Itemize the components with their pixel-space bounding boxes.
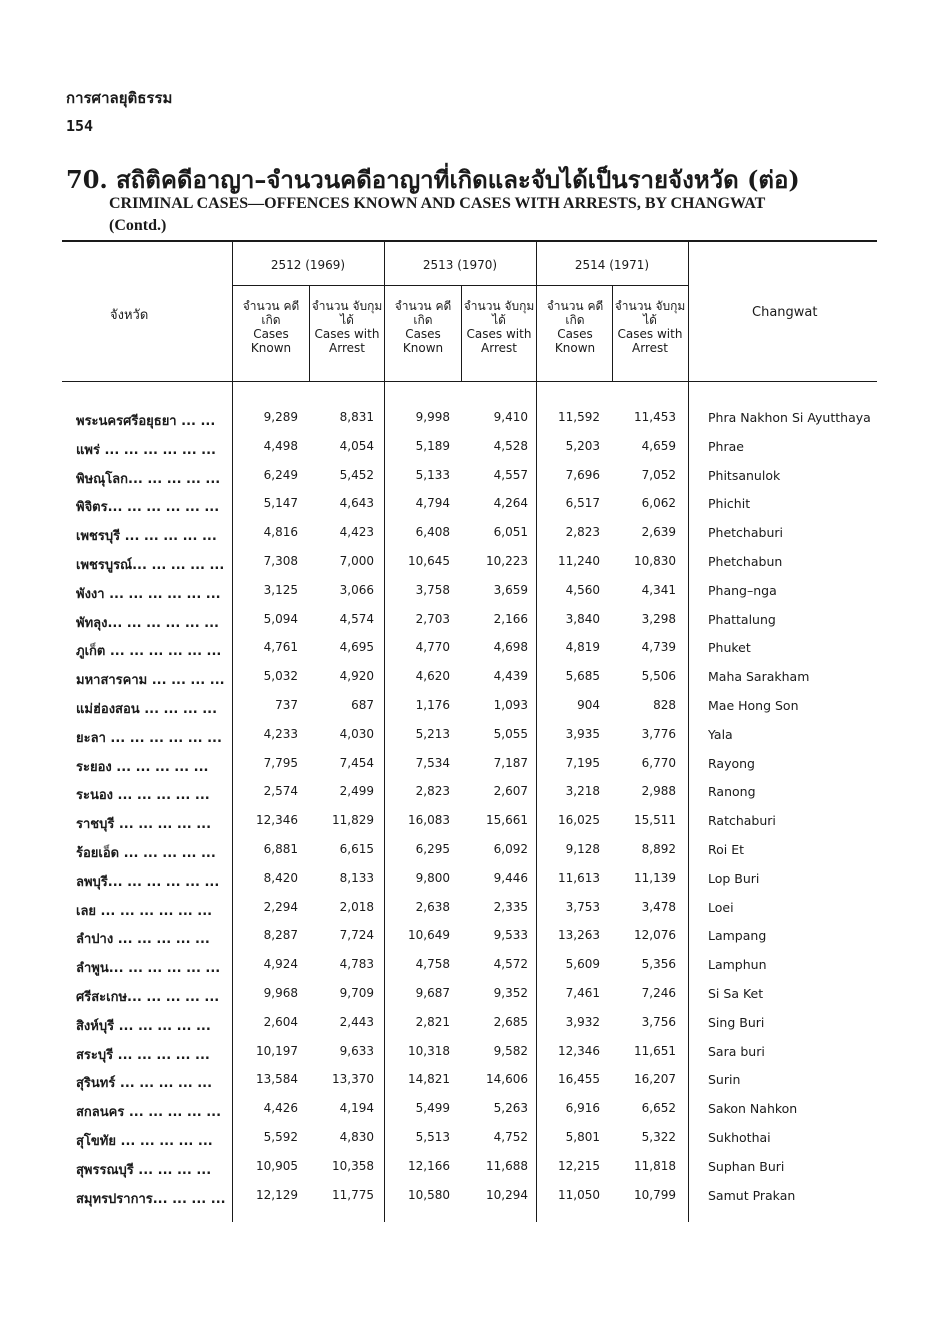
changwat-thai-cell: ระยอง ... ... ... ... ...	[76, 759, 209, 775]
col-head-arrest-en: Cases with Arrest	[314, 327, 380, 355]
col-head-known	[538, 299, 612, 355]
value-cell: 4,423	[339, 525, 374, 540]
value-cell: 7,000	[339, 553, 374, 568]
changwat-english-cell: Phitsanulok	[708, 467, 781, 483]
value-cell: 4,341	[641, 582, 676, 597]
value-cell: 4,698	[493, 640, 528, 655]
table-row	[0, 836, 940, 865]
table-row	[0, 1153, 940, 1182]
table-row	[0, 894, 940, 923]
value-cell: 5,801	[565, 1129, 600, 1144]
value-cell: 8,420	[263, 870, 298, 885]
value-cell: 5,506	[641, 669, 676, 684]
value-cell: 11,240	[558, 553, 600, 568]
col-head-arrest	[310, 299, 384, 355]
value-cell: 4,924	[263, 957, 298, 972]
value-cell: 6,517	[565, 496, 600, 511]
value-cell: 4,560	[565, 582, 600, 597]
value-cell: 904	[577, 697, 600, 712]
col-head-known-thai: จำนวน คดีเกิด	[546, 299, 604, 327]
col-head-known	[234, 299, 308, 355]
changwat-thai-heading: จังหวัด	[110, 308, 149, 323]
value-cell: 4,264	[493, 496, 528, 511]
value-cell: 10,358	[332, 1158, 374, 1173]
value-cell: 9,128	[565, 841, 600, 856]
table-title-english	[109, 193, 765, 237]
value-cell: 12,129	[256, 1187, 298, 1202]
value-cell: 2,443	[339, 1014, 374, 1029]
value-cell: 3,776	[641, 726, 676, 741]
value-cell: 3,756	[641, 1014, 676, 1029]
value-cell: 8,892	[641, 841, 676, 856]
value-cell: 11,453	[634, 410, 676, 424]
changwat-english-cell: Yala	[708, 726, 733, 742]
table-row	[0, 577, 940, 606]
value-cell: 9,998	[415, 410, 450, 424]
table-row	[0, 750, 940, 779]
book-title: การศาลยุติธรรม	[66, 89, 173, 107]
value-cell: 5,609	[565, 957, 600, 972]
title-english-line1: CRIMINAL CASES—OFFENCES KNOWN AND CASES WITH ARRESTS, BY CHANGWAT	[109, 195, 766, 212]
value-cell: 3,753	[565, 899, 600, 914]
value-cell: 7,795	[263, 755, 298, 770]
value-cell: 4,574	[339, 611, 374, 626]
table-row	[0, 1182, 940, 1211]
value-cell: 4,439	[493, 669, 528, 684]
table-row	[0, 1038, 940, 1067]
table-row	[0, 1095, 940, 1124]
changwat-thai-cell: เพชรบุรี ... ... ... ... ...	[76, 529, 217, 545]
changwat-thai-cell: สุพรรณบุรี ... ... ... ...	[76, 1162, 212, 1178]
value-cell: 14,821	[408, 1072, 450, 1087]
value-cell: 7,187	[493, 755, 528, 770]
col-head-known-en: Cases Known	[554, 327, 596, 355]
table-row	[0, 692, 940, 721]
changwat-thai-cell: แม่ฮ่องสอน ... ... ... ...	[76, 701, 218, 717]
changwat-english-cell: Lop Buri	[708, 870, 760, 886]
value-cell: 2,685	[493, 1014, 528, 1029]
value-cell: 2,335	[493, 899, 528, 914]
value-cell: 11,818	[634, 1158, 676, 1173]
col-head-known-en: Cases Known	[402, 327, 444, 355]
table-row	[0, 922, 940, 951]
changwat-thai-cell: พัทลุง... ... ... ... ... ...	[76, 615, 219, 631]
value-cell: 4,528	[493, 438, 528, 453]
value-cell: 10,830	[634, 553, 676, 568]
value-cell: 4,557	[493, 467, 528, 482]
value-cell: 2,823	[415, 784, 450, 799]
value-cell: 10,294	[486, 1187, 528, 1202]
value-cell: 7,461	[565, 985, 600, 1000]
col-head-arrest	[462, 299, 536, 355]
changwat-english-cell: Maha Sarakham	[708, 669, 810, 685]
value-cell: 9,533	[493, 928, 528, 943]
changwat-english-cell: Phrae	[708, 438, 744, 454]
year-1969: 2512 (1969)	[270, 258, 346, 272]
table-row	[0, 807, 940, 836]
value-cell: 10,649	[408, 928, 450, 943]
changwat-thai-cell: มหาสารคาม ... ... ... ...	[76, 673, 225, 689]
table-row	[0, 778, 940, 807]
value-cell: 3,066	[339, 582, 374, 597]
table-row	[0, 462, 940, 491]
value-cell: 4,194	[339, 1101, 374, 1116]
table-row	[0, 1066, 940, 1095]
value-cell: 9,633	[339, 1043, 374, 1058]
table-row	[0, 548, 940, 577]
value-cell: 12,166	[408, 1158, 450, 1173]
changwat-english-cell: Sing Buri	[708, 1014, 765, 1030]
value-cell: 5,322	[641, 1129, 676, 1144]
changwat-english-cell: Ranong	[708, 784, 756, 800]
value-cell: 6,916	[565, 1101, 600, 1116]
value-cell: 4,761	[263, 640, 298, 655]
value-cell: 10,318	[408, 1043, 450, 1058]
value-cell: 5,189	[415, 438, 450, 453]
value-cell: 3,935	[565, 726, 600, 741]
table-row	[0, 663, 940, 692]
value-cell: 2,703	[415, 611, 450, 626]
value-cell: 2,604	[263, 1014, 298, 1029]
value-cell: 7,195	[565, 755, 600, 770]
value-cell: 6,249	[263, 467, 298, 482]
value-cell: 9,289	[263, 410, 298, 424]
value-cell: 4,030	[339, 726, 374, 741]
changwat-english-cell: Samut Prakan	[708, 1187, 796, 1203]
value-cell: 4,816	[263, 525, 298, 540]
changwat-english-cell: Phuket	[708, 640, 751, 656]
value-cell: 5,032	[263, 669, 298, 684]
changwat-english-cell: Ratchaburi	[708, 813, 776, 829]
table-row	[0, 490, 940, 519]
value-cell: 3,218	[565, 784, 600, 799]
changwat-english-cell: Sara buri	[708, 1043, 765, 1059]
value-cell: 13,263	[558, 928, 600, 943]
changwat-thai-cell: ระนอง ... ... ... ... ...	[76, 788, 210, 804]
value-cell: 2,823	[565, 525, 600, 540]
changwat-english-cell: Phra Nakhon Si Ayutthaya	[708, 410, 871, 425]
value-cell: 4,054	[339, 438, 374, 453]
value-cell: 4,819	[565, 640, 600, 655]
value-cell: 4,643	[339, 496, 374, 511]
value-cell: 6,092	[493, 841, 528, 856]
value-cell: 5,263	[493, 1101, 528, 1116]
value-cell: 737	[275, 697, 298, 712]
col-head-arrest-en: Cases with Arrest	[466, 327, 532, 355]
changwat-thai-cell: พังงา ... ... ... ... ... ...	[76, 586, 221, 602]
table-row	[0, 519, 940, 548]
value-cell: 5,094	[263, 611, 298, 626]
table-row	[0, 606, 940, 635]
changwat-thai-cell: ภูเก็ต ... ... ... ... ... ...	[76, 644, 222, 660]
changwat-english-cell: Rayong	[708, 755, 755, 771]
changwat-thai-cell: สระบุรี ... ... ... ... ...	[76, 1047, 210, 1063]
table-row	[0, 1009, 940, 1038]
value-cell: 3,125	[263, 582, 298, 597]
changwat-english-cell: Phetchabun	[708, 553, 783, 569]
value-cell: 10,580	[408, 1187, 450, 1202]
table-row	[0, 634, 940, 663]
value-cell: 8,831	[339, 410, 374, 424]
value-cell: 16,207	[634, 1072, 676, 1087]
value-cell: 9,800	[415, 870, 450, 885]
table-row	[0, 433, 940, 462]
col-head-known-en: Cases Known	[250, 327, 292, 355]
value-cell: 3,932	[565, 1014, 600, 1029]
value-cell: 7,308	[263, 553, 298, 568]
value-cell: 7,724	[339, 928, 374, 943]
value-cell: 10,645	[408, 553, 450, 568]
value-cell: 4,659	[641, 438, 676, 453]
year-1970: 2513 (1970)	[422, 258, 498, 272]
value-cell: 14,606	[486, 1072, 528, 1087]
value-cell: 3,758	[415, 582, 450, 597]
value-cell: 687	[351, 697, 374, 712]
value-cell: 5,133	[415, 467, 450, 482]
value-cell: 1,176	[415, 697, 450, 712]
changwat-thai-cell: พระนครศรีอยุธยา ... ...	[76, 414, 216, 429]
value-cell: 12,346	[558, 1043, 600, 1058]
col-head-known-thai: จำนวน คดีเกิด	[394, 299, 452, 327]
value-cell: 8,287	[263, 928, 298, 943]
value-cell: 10,799	[634, 1187, 676, 1202]
value-cell: 2,607	[493, 784, 528, 799]
value-cell: 16,083	[408, 813, 450, 828]
value-cell: 4,233	[263, 726, 298, 741]
value-cell: 10,223	[486, 553, 528, 568]
changwat-thai-cell: สมุทรปราการ... ... ... ...	[76, 1191, 226, 1207]
table-title-thai: 70. สถิติคดีอาญา–จำนวนคดีอาญาที่เกิดและจับได้เป็นรายจังหวัด (ต่อ)	[66, 165, 800, 194]
col-head-known-thai: จำนวน คดีเกิด	[242, 299, 300, 327]
col-head-arrest-thai: จำนวน จับกุมได้	[463, 299, 535, 327]
value-cell: 2,166	[493, 611, 528, 626]
value-cell: 6,051	[493, 525, 528, 540]
value-cell: 1,093	[493, 697, 528, 712]
changwat-english-cell: Phichit	[708, 496, 751, 512]
value-cell: 15,511	[634, 813, 676, 828]
year-underline	[232, 285, 688, 286]
table-row	[0, 951, 940, 980]
value-cell: 9,968	[263, 985, 298, 1000]
changwat-english-heading: Changwat	[752, 305, 818, 320]
value-cell: 5,513	[415, 1129, 450, 1144]
changwat-english-cell: Loei	[708, 899, 734, 915]
value-cell: 5,592	[263, 1129, 298, 1144]
value-cell: 12,215	[558, 1158, 600, 1173]
value-cell: 11,775	[332, 1187, 374, 1202]
value-cell: 4,758	[415, 957, 450, 972]
value-cell: 4,426	[263, 1101, 298, 1116]
table-row	[0, 1124, 940, 1153]
value-cell: 11,688	[486, 1158, 528, 1173]
value-cell: 4,752	[493, 1129, 528, 1144]
page-number: 154	[66, 117, 94, 135]
table-body	[0, 404, 940, 1210]
value-cell: 11,613	[558, 870, 600, 885]
value-cell: 12,076	[634, 928, 676, 943]
value-cell: 5,147	[263, 496, 298, 511]
value-cell: 9,582	[493, 1043, 528, 1058]
changwat-thai-cell: สกลนคร ... ... ... ... ...	[76, 1105, 222, 1121]
changwat-english-cell: Phattalung	[708, 611, 776, 627]
changwat-thai-cell: เพชรบูรณ์... ... ... ... ...	[76, 557, 225, 573]
changwat-thai-cell: ร้อยเอ็ด ... ... ... ... ...	[76, 845, 216, 861]
table-row	[0, 404, 940, 433]
changwat-thai-cell: แพร่ ... ... ... ... ... ...	[76, 442, 216, 458]
col-head-arrest-thai: จำนวน จับกุมได้	[614, 299, 686, 327]
value-cell: 2,988	[641, 784, 676, 799]
value-cell: 5,203	[565, 438, 600, 453]
changwat-thai-cell: สุรินทร์ ... ... ... ... ...	[76, 1076, 213, 1092]
changwat-english-cell: Sakon Nahkon	[708, 1101, 798, 1117]
value-cell: 2,499	[339, 784, 374, 799]
value-cell: 10,905	[256, 1158, 298, 1173]
value-cell: 11,651	[634, 1043, 676, 1058]
value-cell: 2,294	[263, 899, 298, 914]
changwat-english-cell: Mae Hong Son	[708, 697, 799, 713]
value-cell: 4,620	[415, 669, 450, 684]
value-cell: 16,455	[558, 1072, 600, 1087]
value-cell: 11,829	[332, 813, 374, 828]
value-cell: 6,408	[415, 525, 450, 540]
value-cell: 6,295	[415, 841, 450, 856]
value-cell: 4,830	[339, 1129, 374, 1144]
changwat-english-cell: Roi Et	[708, 841, 745, 857]
value-cell: 5,685	[565, 669, 600, 684]
table-row	[0, 721, 940, 750]
value-cell: 11,139	[634, 870, 676, 885]
year-1971: 2514 (1971)	[574, 258, 650, 272]
value-cell: 5,452	[339, 467, 374, 482]
title-english-line2: (Contd.)	[109, 217, 167, 234]
value-cell: 3,659	[493, 582, 528, 597]
table-row	[0, 980, 940, 1009]
value-cell: 5,055	[493, 726, 528, 741]
value-cell: 828	[653, 697, 676, 712]
changwat-english-cell: Phang–nga	[708, 582, 777, 598]
header-bottom-rule	[62, 381, 877, 382]
value-cell: 2,639	[641, 525, 676, 540]
value-cell: 16,025	[558, 813, 600, 828]
value-cell: 4,739	[641, 640, 676, 655]
col-head-arrest-thai: จำนวน จับกุมได้	[311, 299, 383, 327]
changwat-english-cell: Si Sa Ket	[708, 985, 764, 1001]
value-cell: 9,446	[493, 870, 528, 885]
value-cell: 13,584	[256, 1072, 298, 1087]
value-cell: 6,615	[339, 841, 374, 856]
value-cell: 2,018	[339, 899, 374, 914]
changwat-english-cell: Surin	[708, 1072, 741, 1088]
changwat-thai-cell: เลย ... ... ... ... ... ...	[76, 903, 213, 919]
value-cell: 4,794	[415, 496, 450, 511]
value-cell: 9,709	[339, 985, 374, 1000]
value-cell: 2,821	[415, 1014, 450, 1029]
changwat-thai-cell: พิษณุโลก... ... ... ... ...	[76, 471, 221, 487]
changwat-english-cell: Phetchaburi	[708, 525, 783, 541]
value-cell: 7,246	[641, 985, 676, 1000]
changwat-thai-cell: ลพบุรี... ... ... ... ... ...	[76, 874, 220, 890]
value-cell: 2,638	[415, 899, 450, 914]
value-cell: 6,062	[641, 496, 676, 511]
changwat-english-cell: Sukhothai	[708, 1129, 771, 1145]
value-cell: 3,298	[641, 611, 676, 626]
value-cell: 7,534	[415, 755, 450, 770]
value-cell: 4,920	[339, 669, 374, 684]
value-cell: 13,370	[332, 1072, 374, 1087]
value-cell: 4,572	[493, 957, 528, 972]
value-cell: 11,050	[558, 1187, 600, 1202]
value-cell: 10,197	[256, 1043, 298, 1058]
value-cell: 3,478	[641, 899, 676, 914]
value-cell: 9,410	[493, 410, 528, 424]
value-cell: 2,574	[263, 784, 298, 799]
col-head-arrest	[613, 299, 687, 355]
value-cell: 9,687	[415, 985, 450, 1000]
changwat-english-cell: Suphan Buri	[708, 1158, 785, 1174]
value-cell: 11,592	[558, 410, 600, 424]
value-cell: 9,352	[493, 985, 528, 1000]
changwat-thai-cell: ศรีสะเกษ... ... ... ... ...	[76, 989, 220, 1005]
value-cell: 4,498	[263, 438, 298, 453]
value-cell: 6,652	[641, 1101, 676, 1116]
value-cell: 4,770	[415, 640, 450, 655]
changwat-thai-cell: พิจิตร... ... ... ... ... ...	[76, 500, 220, 516]
value-cell: 7,696	[565, 467, 600, 482]
value-cell: 15,661	[486, 813, 528, 828]
changwat-english-cell: Lampang	[708, 928, 767, 944]
table-top-rule	[62, 240, 877, 242]
changwat-thai-cell: ราชบุรี ... ... ... ... ...	[76, 817, 212, 833]
value-cell: 4,695	[339, 640, 374, 655]
value-cell: 6,770	[641, 755, 676, 770]
changwat-thai-cell: ลำพูน... ... ... ... ... ...	[76, 961, 221, 977]
value-cell: 7,052	[641, 467, 676, 482]
value-cell: 3,840	[565, 611, 600, 626]
value-cell: 12,346	[256, 813, 298, 828]
value-cell: 8,133	[339, 870, 374, 885]
changwat-thai-cell: ยะลา ... ... ... ... ... ...	[76, 730, 222, 746]
changwat-thai-cell: ลำปาง ... ... ... ... ...	[76, 932, 210, 948]
value-cell: 5,499	[415, 1101, 450, 1116]
value-cell: 4,783	[339, 957, 374, 972]
value-cell: 7,454	[339, 755, 374, 770]
value-cell: 6,881	[263, 841, 298, 856]
col-head-arrest-en: Cases with Arrest	[617, 327, 683, 355]
col-head-known	[386, 299, 460, 355]
changwat-english-cell: Lamphun	[708, 957, 767, 973]
value-cell: 5,356	[641, 957, 676, 972]
changwat-thai-cell: สิงห์บุรี ... ... ... ... ...	[76, 1018, 211, 1034]
changwat-thai-cell: สุโขทัย ... ... ... ... ...	[76, 1133, 213, 1149]
value-cell: 5,213	[415, 726, 450, 741]
table-row	[0, 865, 940, 894]
